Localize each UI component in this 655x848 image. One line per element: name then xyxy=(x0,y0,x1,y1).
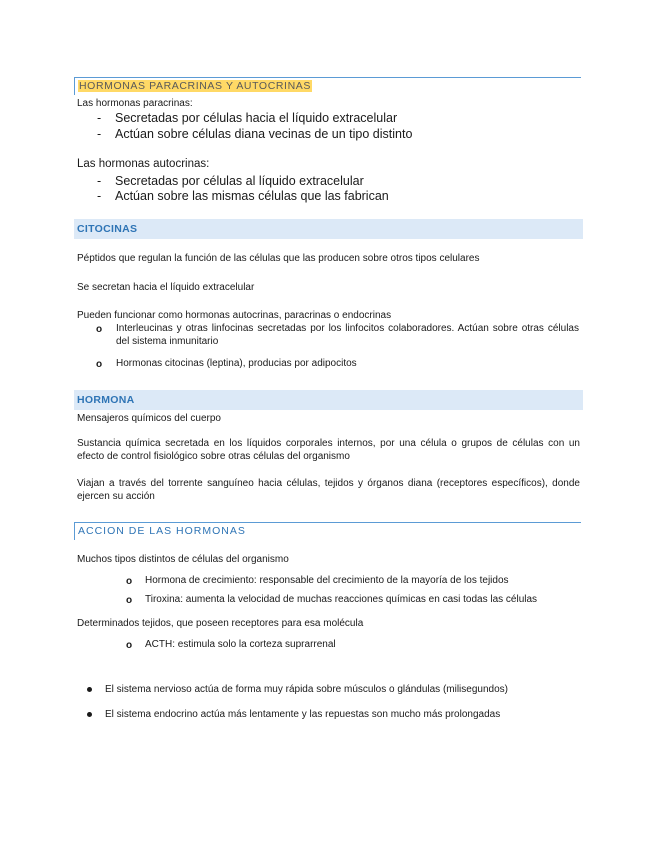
dash-marker: - xyxy=(97,189,102,203)
list-item: Secretadas por células hacia el líquido extracelular xyxy=(115,111,398,125)
paragraph: Péptidos que regulan la función de las células que las producen sobre otros tipos celulares xyxy=(77,253,480,264)
heading-text: HORMONA xyxy=(77,394,135,406)
circle-marker: o xyxy=(96,324,103,335)
section-heading-paracrinas xyxy=(74,77,581,95)
dash-marker: - xyxy=(97,111,102,125)
list-item: Secretadas por células al líquido extracelular xyxy=(115,174,364,188)
section-heading-citocinas xyxy=(74,219,583,239)
circle-marker: o xyxy=(126,595,133,606)
heading-text: CITOCINAS xyxy=(77,223,138,235)
bullet-dot-icon xyxy=(87,687,92,692)
bullet-item: El sistema nervioso actúa de forma muy rápida sobre músculos o glándulas (milisegundos) xyxy=(105,684,508,695)
paragraph: Sustancia química secretada en los líquidos corporales internos, por una célula o grupos de células con un efecto de control fisiológico sobre otras células del organismo xyxy=(77,438,580,462)
section-heading-accion xyxy=(74,522,581,540)
list-item: Actúan sobre células diana vecinas de un tipo distinto xyxy=(115,127,413,141)
paracrinas-intro: Las hormonas paracrinas: xyxy=(77,98,193,109)
heading-text: ACCION DE LAS HORMONAS xyxy=(78,525,246,537)
paragraph: Pueden funcionar como hormonas autocrinas, paracrinas o endocrinas xyxy=(77,310,392,321)
section-heading-hormona xyxy=(74,390,583,410)
paragraph: Viajan a través del torrente sanguíneo hacia células, tejidos y órganos diana (receptores específicos), donde ejercen su acción xyxy=(77,478,580,502)
paragraph: Se secretan hacia el líquido extracelular xyxy=(77,282,255,293)
paragraph: Mensajeros químicos del cuerpo xyxy=(77,413,221,424)
paragraph: Muchos tipos distintos de células del organismo xyxy=(77,554,289,565)
circle-marker: o xyxy=(96,359,103,370)
bullet-dot-icon xyxy=(87,712,92,717)
list-item: Hormonas citocinas (leptina), producias por adipocitos xyxy=(116,358,357,369)
list-item: Hormona de crecimiento: responsable del crecimiento de la mayoría de los tejidos xyxy=(145,575,509,586)
paragraph: Determinados tejidos, que poseen receptores para esa molécula xyxy=(77,618,364,629)
list-item: ACTH: estimula solo la corteza suprarrenal xyxy=(145,639,336,650)
circle-marker: o xyxy=(126,576,133,587)
dash-marker: - xyxy=(97,127,102,141)
heading-text: HORMONAS PARACRINAS Y AUTOCRINAS xyxy=(79,80,311,92)
circle-marker: o xyxy=(126,640,133,651)
dash-marker: - xyxy=(97,174,102,188)
list-item: Actúan sobre las mismas células que las fabrican xyxy=(115,189,389,203)
autocrinas-intro: Las hormonas autocrinas: xyxy=(77,158,210,170)
bullet-item: El sistema endocrino actúa más lentamente y las repuestas son mucho más prolongadas xyxy=(105,709,501,720)
list-item: Tiroxina: aumenta la velocidad de muchas reacciones químicas en casi todas las células xyxy=(145,594,538,605)
list-item: Interleucinas y otras linfocinas secretadas por los linfocitos colaboradores. Actúan sobre otras células del sistema inmunitario xyxy=(116,323,579,347)
